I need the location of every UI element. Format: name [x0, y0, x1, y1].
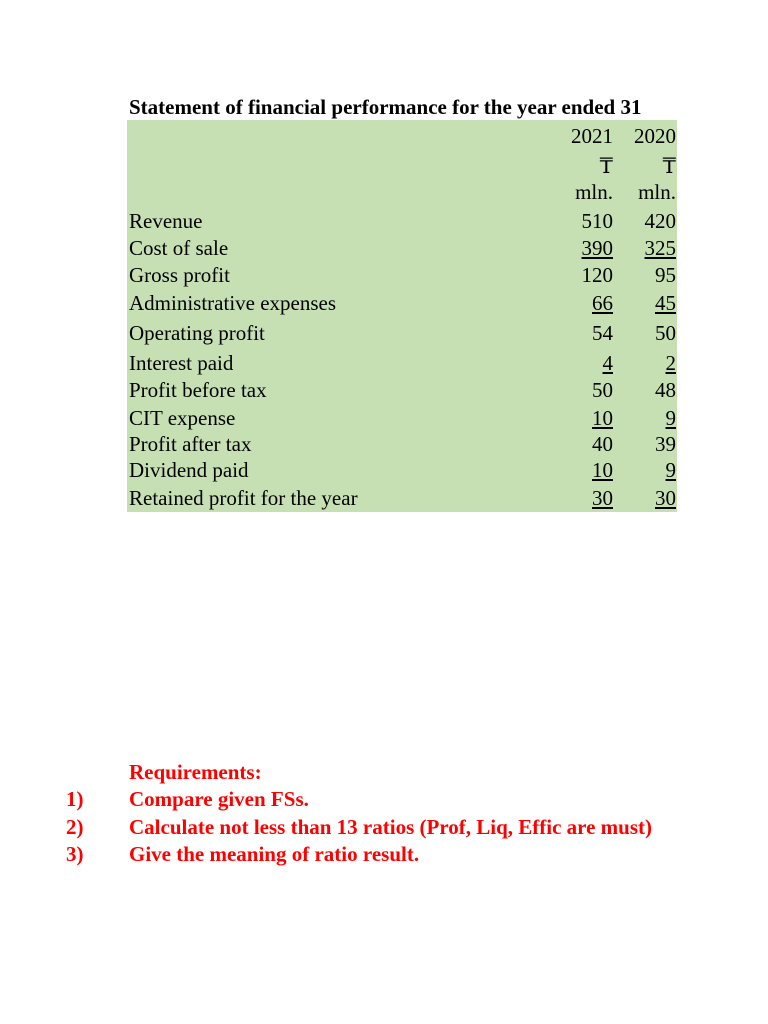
- requirement-number: 1): [66, 787, 84, 811]
- row-value-2020: 9: [665, 406, 676, 430]
- table-row: [127, 405, 677, 431]
- row-value-2020: 30: [655, 486, 676, 510]
- row-label: Interest paid: [129, 351, 234, 375]
- row-value-2021: 510: [581, 209, 613, 233]
- row-label: Gross profit: [129, 263, 230, 287]
- requirement-text: Compare given FSs.: [129, 787, 309, 811]
- row-value-2021: 66: [592, 291, 613, 315]
- row-label: Administrative expenses: [129, 291, 337, 315]
- row-value-2021: 40: [592, 432, 613, 456]
- row-value-2020: 2: [665, 351, 676, 375]
- row-label: Cost of sale: [129, 236, 229, 260]
- row-label: Revenue: [129, 209, 203, 233]
- table-row: [127, 208, 677, 234]
- financial-statement-table: [127, 120, 677, 512]
- requirement-text: Give the meaning of ratio result.: [129, 842, 420, 866]
- requirements-title: Requirements:: [129, 760, 262, 784]
- requirement-text: Calculate not less than 13 ratios (Prof, Liq, Effic are must): [129, 815, 653, 839]
- table-row: [127, 235, 677, 261]
- row-value-2020: 45: [655, 291, 676, 315]
- table-row: [127, 262, 677, 288]
- row-label: Operating profit: [129, 321, 265, 345]
- row-label: Dividend paid: [129, 458, 249, 482]
- statement-title: Statement of financial performance for the year ended 31: [129, 95, 642, 119]
- table-row: [127, 290, 677, 316]
- table-row: [127, 457, 677, 483]
- header-year-2020: 2020: [634, 124, 676, 148]
- row-value-2020: 9: [665, 458, 676, 482]
- row-value-2020: 420: [644, 209, 676, 233]
- row-value-2021: 30: [592, 486, 613, 510]
- table-row: [127, 485, 677, 511]
- currency-symbol-2021: ₸: [599, 154, 613, 178]
- row-value-2020: 48: [655, 378, 676, 402]
- row-value-2020: 325: [644, 236, 676, 260]
- row-value-2021: 10: [592, 458, 613, 482]
- row-value-2020: 39: [655, 432, 676, 456]
- table-row: [127, 431, 677, 457]
- row-value-2021: 390: [581, 236, 613, 260]
- row-value-2021: 4: [602, 351, 613, 375]
- unit-2020: mln.: [638, 180, 676, 204]
- row-label: Profit after tax: [129, 432, 252, 456]
- requirement-number: 3): [66, 842, 84, 866]
- row-value-2021: 10: [592, 406, 613, 430]
- row-label: Retained profit for the year: [129, 486, 358, 510]
- table-row: [127, 350, 677, 376]
- row-label: CIT expense: [129, 406, 236, 430]
- header-unit-row: [127, 179, 677, 205]
- row-label: Profit before tax: [129, 378, 267, 402]
- currency-symbol-2020: ₸: [662, 154, 676, 178]
- header-years-row: [127, 123, 677, 149]
- row-value-2021: 120: [581, 263, 613, 287]
- row-value-2021: 50: [592, 378, 613, 402]
- table-row: [127, 377, 677, 403]
- row-value-2020: 50: [655, 321, 676, 345]
- requirement-number: 2): [66, 815, 84, 839]
- row-value-2021: 54: [592, 321, 613, 345]
- header-year-2021: 2021: [571, 124, 613, 148]
- unit-2021: mln.: [575, 180, 613, 204]
- table-row: [127, 320, 677, 346]
- header-currency-row: [127, 153, 677, 179]
- row-value-2020: 95: [655, 263, 676, 287]
